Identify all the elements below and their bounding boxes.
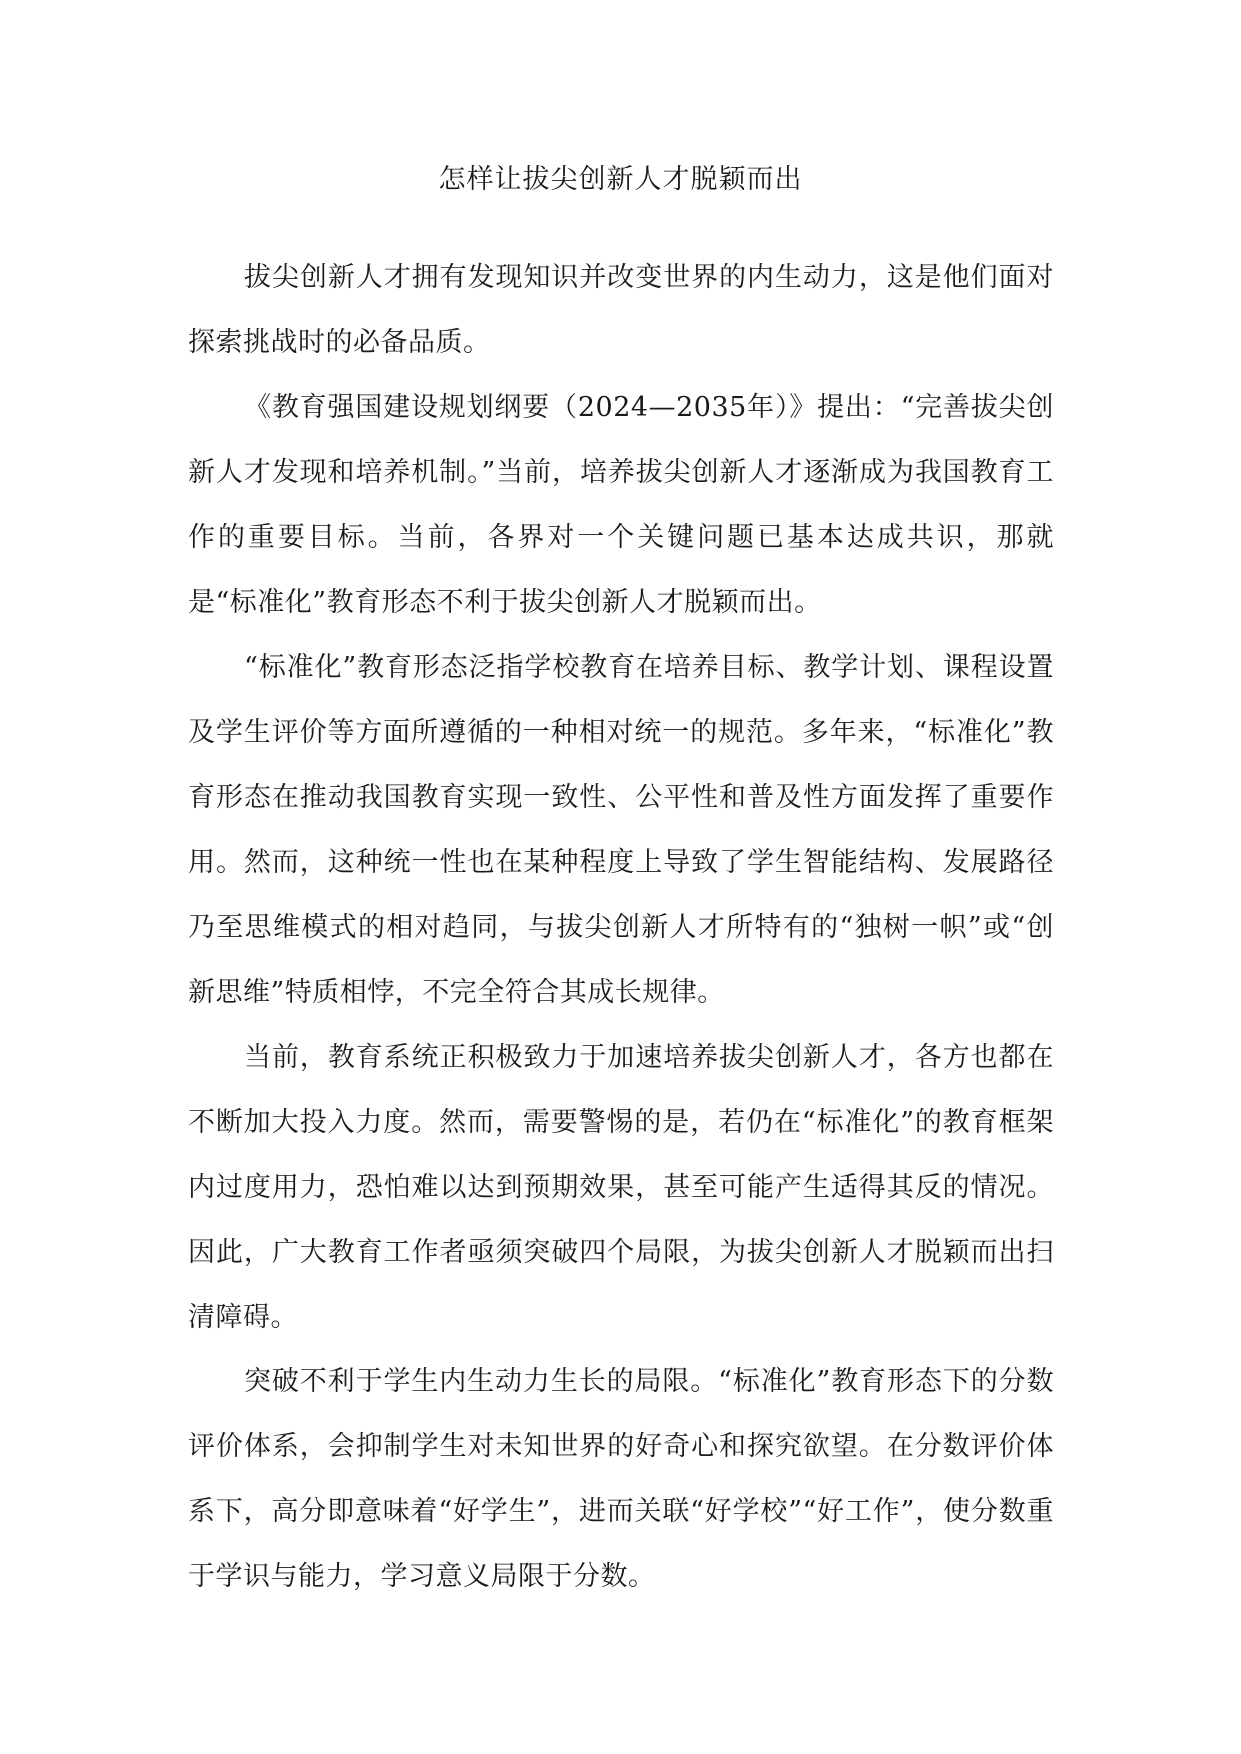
paragraph-3: “标准化”教育形态泛指学校教育在培养目标、教学计划、课程设置及学生评价等方面所遵循的一种相对统一的规范。多年来，“标准化”教育形态在推动我国教育实现一致性、公平性和普及性方面发挥了重要作用。然而，这种统一性也在某种程度上导致了学生智能结构、发展路径乃至思维模式的相对趋同，与拔尖创新人才所特有的“独树一帜”或“创新思维”特质相悖，不完全符合其成长规律。 — [188, 652, 1054, 1008]
paragraph-1: 拔尖创新人才拥有发现知识并改变世界的内生动力，这是他们面对探索挑战时的必备品质。 — [188, 262, 1054, 358]
paragraph-5: 突破不利于学生内生动力生长的局限。“标准化”教育形态下的分数评价体系，会抑制学生对未知世界的好奇心和探究欲望。在分数评价体系下，高分即意味着“好学生”，进而关联“好学校”“好工作”，使分数重于学识与能力，学习意义局限于分数。 — [188, 1366, 1054, 1592]
paragraph-2: 《教育强国建设规划纲要（2024—2035年）》提出：“完善拔尖创新人才发现和培养机制。”当前，培养拔尖创新人才逐渐成为我国教育工作的重要目标。当前，各界对一个关键问题已基本达成共识，那就是“标准化”教育形态不利于拔尖创新人才脱颖而出。 — [188, 392, 1054, 618]
paragraph-4: 当前，教育系统正积极致力于加速培养拔尖创新人才，各方也都在不断加大投入力度。然而，需要警惕的是，若仍在“标准化”的教育框架内过度用力，恐怕难以达到预期效果，甚至可能产生适得其反的情况。因此，广大教育工作者亟须突破四个局限，为拔尖创新人才脱颖而出扫清障碍。 — [188, 1042, 1054, 1333]
document-title: 怎样让拔尖创新人才脱颖而出 — [438, 164, 803, 195]
